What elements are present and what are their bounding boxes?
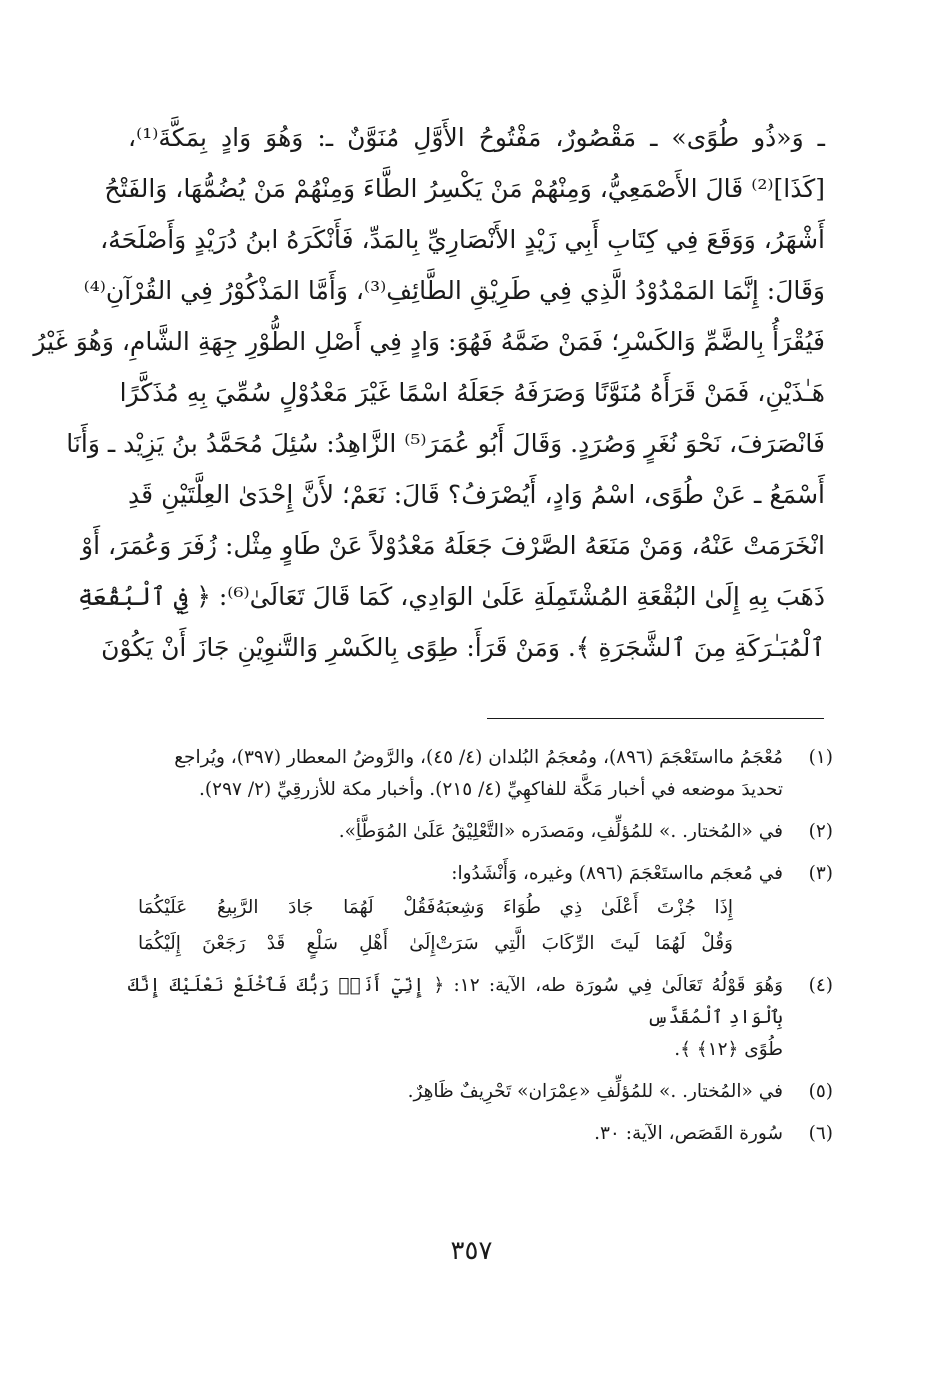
text-line: هَـٰذَيْنِ، فَمَنْ قَرَأَهُ مُنَوَّنًا وَصَرَفَهُ جَعَلَهُ اسْمًا غَيْرَ مَعْدُوْلٍ سُمِّيَ بِهِ مُذَكَّرًا <box>119 378 825 407</box>
footnote-3 <box>128 858 833 960</box>
footnote-text: سُورة القَصَص، الآية: ٣٠. <box>594 1123 783 1144</box>
footnote-number: (٤) <box>808 975 833 996</box>
text-line: ذَهَبَ بِهِ إِلَىٰ البُقْعَةِ المُشْتَمِلَةِ عَلَىٰ الوَادِي، كَمَا قَالَ تَعَالَىٰ⁽⁶⁾: ﴿ فِي ٱلْبُقْعَةِ <box>77 582 825 611</box>
footnote-5 <box>128 1076 833 1108</box>
verse-second-hemistich: فَقُلْ لَهُمَا جَادَ الرَّبِيعُ عَلَيْكُمَا <box>138 897 436 918</box>
text-line: أَسْمَعُ ـ عَنْ طُوًى، اسْمُ وَادٍ، أَيُصْرَفُ؟ قَالَ: نَعَمْ؛ لأَنَّ إِحْدَىٰ العِلَّتَيْنِ قَدِ <box>128 480 825 509</box>
verse-first-hemistich: وَقُلْ لَهُمَا لَيتَ الرِّكَابَ الَّتِي سَرَتْ <box>435 933 733 954</box>
footnote-number: (٦) <box>808 1123 833 1144</box>
footnote-4 <box>128 970 833 1066</box>
text-line: انْخَرَمَتْ عَنْهُ، وَمَنْ مَنَعَهُ الصَّرْفَ جَعَلَهُ مَعْدُوْلاً عَنْ طَاوٍ مِثْل: زُفَرَ وَعُمَرَ، أَوْ <box>81 531 825 560</box>
footnote-number: (٣) <box>808 863 833 884</box>
text-line: وَقَالَ: إِنَّمَا المَمْدُوْدُ الَّذِي فِي طَرِيْقِ الطَّائِفِ⁽³⁾، وَأَمَّا المَذْكُوْرُ فِي القُرْآنِ⁽⁴⁾ <box>83 276 825 305</box>
footnote-number: (٥) <box>808 1081 833 1102</box>
footnote-2 <box>128 816 833 848</box>
footnote-6 <box>128 1118 833 1150</box>
text-line: أَشْهَرُ، وَوَقَعَ فِي كِتَابِ أَبِي زَيْدٍ الأَنْصَارِيِّ بِالمَدِّ، فَأَنْكَرَهُ ابنُ دُرَيْدٍ وَأَصْلَحَهُ، <box>100 225 825 254</box>
text-line: ـ وَ«ذُو طُوًى» ـ مَقْصُورٌ، مَفْتُوحُ الأَوَّلِ مُنَوَّنٌ ـ: وَهُوَ وَادٍ بِمَكَّةَ⁽¹⁾، <box>128 123 825 152</box>
footnote-continuation: طُوًى ﴿١٢﴾ ﴾. <box>674 1039 783 1060</box>
footnote-separator <box>487 718 824 719</box>
text-line: ٱلْمُبَـٰرَكَةِ مِنَ ٱلشَّجَرَةِ ﴾. وَمَنْ قَرَأَ: طِوًى بِالكَسْرِ وَالتَّنوِيْنِ جَازَ أَنْ يَكُوْنَ <box>101 633 825 662</box>
footnote-text: في مُعجَم مااستَعْجَمَ (٨٩٦) وغيره، وَأَنْشَدُوا: <box>451 863 783 884</box>
text-line: [كَذَا]⁽²⁾ قَالَ الأَصْمَعِيُّ، وَمِنْهُمْ مَنْ يَكْسِرُ الطَّاءَ وَمِنْهُمْ مَنْ يُضُمُّهَا، وَالفَتْحُ <box>104 174 825 203</box>
poem-verse <box>128 892 783 924</box>
verse-first-hemistich: إِذَا جُزْتَ أَعْلَىٰ ذِي طُوَاءَ وَشِعبَهُ <box>435 897 733 918</box>
footnote-number: (٢) <box>808 821 833 842</box>
footnote-text: وَهُوَ قَوْلُهُ تَعَالَىٰ فِي سُورَة طه، الآية: ١٢: ﴿ إِنِّيٓ أَنَا۠ رَبُّكَ فَٱخْلَعْ نَعْلَيْكَ إِنَّكَ بِٱلْوَادِ ٱلْمُقَدَّسِ <box>128 975 784 1028</box>
footnote-text: مُعْجَمُ مااستَعْجَمَ (٨٩٦)، ومُعجَمُ البُلدان (٤/ ٤٥)، والرَّوضُ المعطار (٣٩٧)، ويُراجع <box>174 747 783 768</box>
footnote-text: في «المُختار. .» للمُؤلِّفِ، ومَصدَره «التَّعْلِيْقُ عَلَىٰ المُوَطَّأِ». <box>338 821 783 842</box>
footnote-1 <box>128 742 833 806</box>
text-line: فَانْصَرَفَ، نَحْوَ نُغَرٍ وَصُرَدٍ. وَقَالَ أَبُو عُمَرَ⁽⁵⁾ الزَّاهِدُ: سُئِلَ مُحَمَّدُ بنُ يَزِيْد ـ وَأَنَا <box>66 429 825 458</box>
text-line: فَيُقْرَأُ بِالضَّمِّ وَالكَسْرِ؛ فَمَنْ ضَمَّهُ فَهُوَ: وَادٍ فِي أَصْلِ الطُّوْرِ جِهَةِ الشَّامِ، وَهُوَ غَيْرُ <box>33 327 825 356</box>
verse-second-hemistich: إِلَىٰ أَهْلِ سَلْعٍ قَدْ رَجَعْنَ إِلَيْكُمَا <box>138 933 436 954</box>
footnote-number: (١) <box>808 747 833 768</box>
main-text <box>33 112 825 673</box>
footnotes <box>128 742 833 1160</box>
page-number: ٣٥٧ <box>450 1236 493 1266</box>
footnote-text: في «المُختار. .» للمُؤلِّفِ «عِمْرَان» تَحْرِيفٌ ظَاهِرٌ. <box>407 1081 783 1102</box>
poem-verse <box>128 928 783 960</box>
footnote-continuation: تحديدَ موضعه في أخبار مَكَّة للفاكهِيِّ (٤/ ٢١٥). وأخبار مكة للأزرقِيِّ (٢/ ٢٩٧). <box>199 779 783 800</box>
